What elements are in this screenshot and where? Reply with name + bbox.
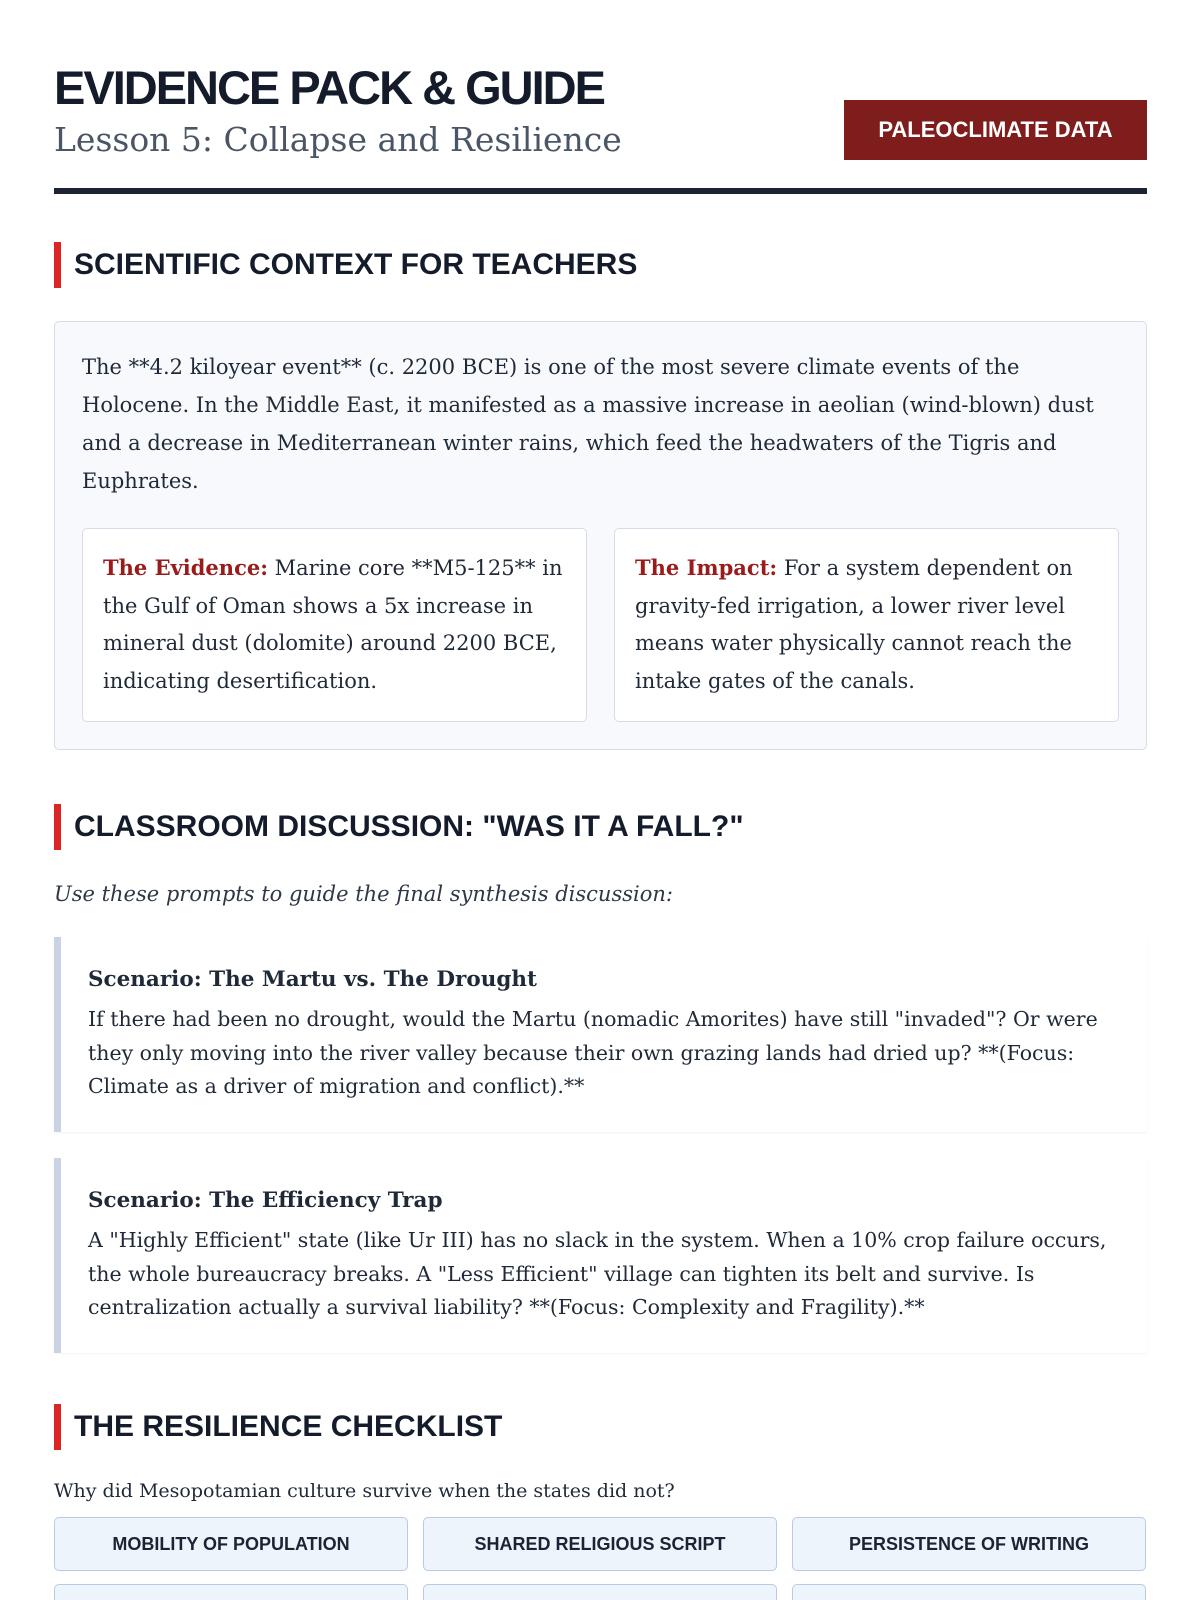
page-title: EVIDENCE PACK & GUIDE (54, 61, 604, 114)
checklist-item-mobility[interactable]: MOBILITY OF POPULATION (54, 1517, 408, 1571)
impact-card (614, 528, 1119, 722)
evidence-card (82, 528, 587, 722)
scenario-card (54, 937, 1147, 1132)
paleoclimate-badge: PALEOCLIMATE DATA (844, 100, 1147, 160)
evidence-label: The Evidence: (103, 555, 268, 580)
section-heading-classroom-discussion: CLASSROOM DISCUSSION: "WAS IT A FALL?" (54, 804, 744, 850)
section-heading-resilience-checklist: THE RESILIENCE CHECKLIST (54, 1404, 502, 1450)
context-paragraph: The **4.2 kiloyear event** (c. 2200 BCE) is one of the most severe climate events of the Holocene. In the Middle East, it manifested as a massive increase in aeolian (wind-blown) dust and a decrease in Mediterranean winter rains, which feed the headwaters of the Tigris and Euphrates. (82, 355, 1094, 493)
page-subtitle: Lesson 5: Collapse and Resilience (54, 120, 622, 159)
discussion-intro: Use these prompts to guide the final synthesis discussion: (54, 882, 673, 906)
checklist-item[interactable] (792, 1584, 1146, 1600)
scenario-title: Scenario: The Martu vs. The Drought (88, 967, 537, 992)
scientific-context-box (54, 321, 1147, 750)
scenario-body: A "Highly Efficient" state (like Ur III) has no slack in the system. When a 10% crop failure occurs, the whole bureaucracy breaks. A "Less Efficient" village can tighten its belt and survive. Is centralization actually a survival liability? **(Focus: Complexity and Fragility).** (88, 1228, 1107, 1319)
scenario-body: If there had been no drought, would the Martu (nomadic Amorites) have still "invaded"? Or were they only moving into the river valley because their own grazing lands had dried up? **(Focus: Climate as a driver of migration and conflict).** (88, 1007, 1098, 1098)
header (54, 60, 1147, 194)
checklist-item[interactable] (423, 1584, 777, 1600)
checklist-item-writing[interactable]: PERSISTENCE OF WRITING (792, 1517, 1146, 1571)
section-heading-scientific-context: SCIENTIFIC CONTEXT FOR TEACHERS (54, 242, 637, 288)
impact-label: The Impact: (635, 555, 778, 580)
scenario-title: Scenario: The Efficiency Trap (88, 1188, 443, 1213)
checklist-item-religious-script[interactable]: SHARED RELIGIOUS SCRIPT (423, 1517, 777, 1571)
impact-text: For a system dependent on gravity-fed irrigation, a lower river level means water physically cannot reach the intake gates of the canals. (635, 556, 1073, 693)
evidence-text: Marine core **M5-125** in the Gulf of Oman shows a 5x increase in mineral dust (dolomite) around 2200 BCE, indicating desertification. (103, 556, 563, 693)
checklist-question: Why did Mesopotamian culture survive when the states did not? (54, 1480, 675, 1502)
scenario-card (54, 1158, 1147, 1353)
page (54, 0, 1147, 1600)
checklist-item[interactable] (54, 1584, 408, 1600)
